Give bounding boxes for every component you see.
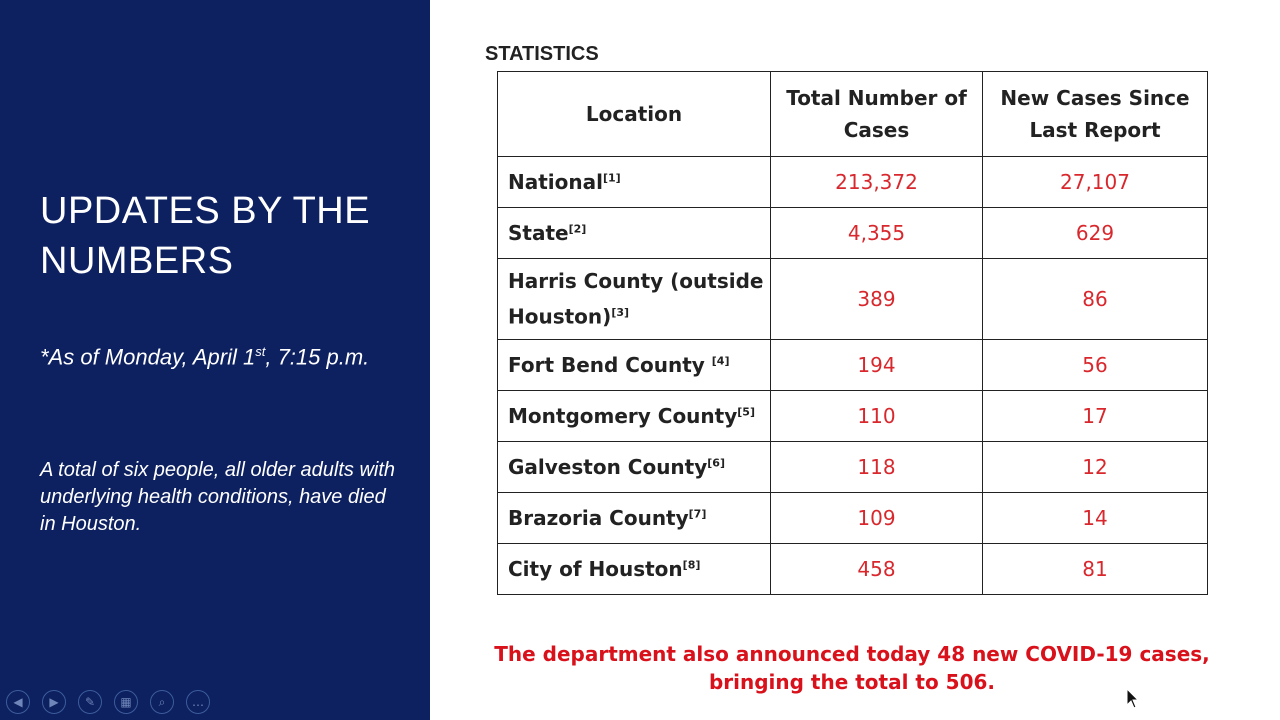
new-cases-cell: 14 bbox=[983, 493, 1208, 544]
new-cases-cell: 27,107 bbox=[983, 157, 1208, 208]
table-row bbox=[498, 340, 1208, 391]
footnote-ref: [3] bbox=[611, 305, 630, 319]
new-cases-cell: 86 bbox=[983, 259, 1208, 340]
new-cases-cell: 17 bbox=[983, 391, 1208, 442]
column-header-new: New Cases Since Last Report bbox=[983, 72, 1208, 157]
location-cell bbox=[498, 259, 771, 340]
footnote-ref: [1] bbox=[602, 171, 621, 185]
previous-slide-button[interactable] bbox=[6, 690, 30, 714]
location-name: Harris County (outside Houston) bbox=[508, 268, 764, 329]
table-row bbox=[498, 493, 1208, 544]
magnifier-icon: ⌕ bbox=[158, 694, 166, 709]
table-row bbox=[498, 157, 1208, 208]
location-name: Fort Bend County bbox=[508, 353, 712, 377]
column-header-location: Location bbox=[498, 72, 771, 157]
table-row bbox=[498, 208, 1208, 259]
arrow-left-icon: ◀ bbox=[13, 695, 23, 709]
footnote-ref: [8] bbox=[682, 558, 701, 572]
next-slide-button[interactable] bbox=[42, 690, 66, 714]
statistics-table bbox=[497, 71, 1208, 595]
location-cell bbox=[498, 208, 771, 259]
total-cases-cell: 194 bbox=[771, 340, 983, 391]
pen-icon: ✎ bbox=[84, 695, 96, 709]
location-cell bbox=[498, 340, 771, 391]
total-cases-cell: 389 bbox=[771, 259, 983, 340]
title-panel bbox=[0, 0, 430, 720]
new-cases-cell: 12 bbox=[983, 442, 1208, 493]
location-cell bbox=[498, 391, 771, 442]
as-of-prefix: *As of Monday, April 1 bbox=[40, 344, 256, 370]
total-cases-cell: 109 bbox=[771, 493, 983, 544]
total-cases-cell: 458 bbox=[771, 544, 983, 595]
new-cases-cell: 629 bbox=[983, 208, 1208, 259]
location-name: National bbox=[508, 170, 603, 194]
announcement-text: The department also announced today 48 new COVID-19 cases, bringing the total to 506. bbox=[494, 642, 1210, 694]
as-of-date bbox=[40, 330, 410, 379]
as-of-time: , 7:15 p.m. bbox=[265, 344, 370, 370]
deaths-note: A total of six people, all older adults with underlying health conditions, have died in Houston. bbox=[40, 459, 396, 535]
table-row bbox=[498, 442, 1208, 493]
pen-tool-button[interactable] bbox=[78, 690, 102, 714]
slides-grid-icon: ▦ bbox=[120, 695, 132, 709]
footnote-ref: [5] bbox=[737, 405, 755, 419]
table-row bbox=[498, 544, 1208, 595]
total-cases-cell: 4,355 bbox=[771, 208, 983, 259]
location-cell bbox=[498, 157, 771, 208]
footnote-ref: [7] bbox=[688, 507, 707, 521]
location-cell bbox=[498, 544, 771, 595]
location-name: Brazoria County bbox=[508, 506, 689, 530]
as-of-suffix-sup: st bbox=[255, 344, 266, 359]
footnote-ref: [2] bbox=[568, 222, 587, 236]
slideshow-controls bbox=[6, 690, 210, 714]
see-all-slides-button[interactable] bbox=[114, 690, 138, 714]
footnote-ref: [6] bbox=[707, 456, 725, 470]
total-cases-cell: 213,372 bbox=[771, 157, 983, 208]
mouse-cursor-icon bbox=[1126, 688, 1140, 710]
statistics-heading: STATISTICS bbox=[485, 43, 599, 65]
location-cell bbox=[498, 442, 771, 493]
arrow-right-icon: ▶ bbox=[49, 695, 59, 709]
zoom-button[interactable] bbox=[150, 690, 174, 714]
total-cases-cell: 110 bbox=[771, 391, 983, 442]
new-cases-cell: 56 bbox=[983, 340, 1208, 391]
table-header-row bbox=[498, 72, 1208, 157]
footnote-ref: [4] bbox=[711, 354, 730, 368]
more-options-button[interactable] bbox=[186, 690, 210, 714]
slide-title: UPDATES BY THE NUMBERS bbox=[40, 190, 371, 282]
location-name: Montgomery County bbox=[508, 404, 738, 428]
new-cases-cell: 81 bbox=[983, 544, 1208, 595]
column-header-total: Total Number of Cases bbox=[771, 72, 983, 157]
table-row bbox=[498, 391, 1208, 442]
location-name: State bbox=[508, 221, 569, 245]
ellipsis-icon: … bbox=[192, 695, 204, 709]
total-cases-cell: 118 bbox=[771, 442, 983, 493]
location-name: City of Houston bbox=[508, 557, 683, 581]
location-cell bbox=[498, 493, 771, 544]
location-name: Galveston County bbox=[508, 455, 708, 479]
table-row bbox=[498, 259, 1208, 340]
statistics-panel bbox=[430, 0, 1280, 720]
